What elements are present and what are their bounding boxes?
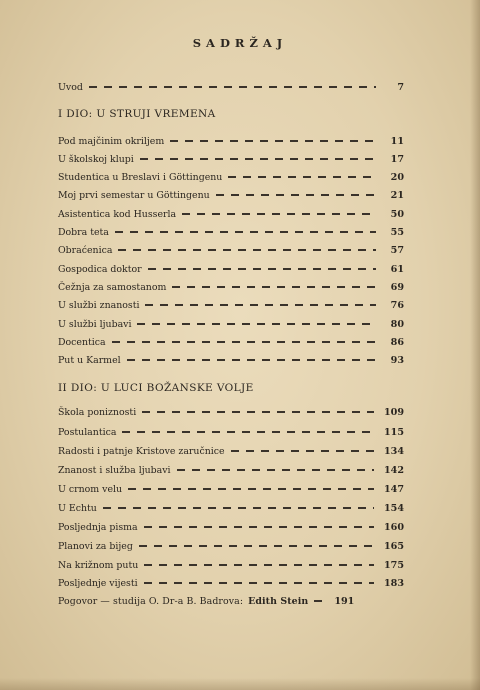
entry-page: 154	[383, 502, 404, 514]
entry-page: 80	[390, 318, 404, 330]
dot-leader	[172, 286, 376, 287]
entry-page: 57	[390, 244, 404, 256]
entry-page: 61	[390, 263, 404, 275]
dot-leader	[115, 231, 376, 232]
entry-page: 76	[390, 299, 404, 311]
dot-leader	[122, 431, 374, 432]
dot-leader	[182, 213, 376, 214]
entry-title: Na križnom putu	[58, 559, 139, 571]
dot-leader	[144, 526, 374, 527]
part-two-title: II DIO: U LUCI BOŽANSKE VOLJE	[58, 382, 254, 394]
toc-entry	[58, 425, 404, 439]
dot-leader	[127, 359, 376, 360]
entry-page: 183	[383, 577, 404, 589]
entry-title: Docentica	[58, 336, 106, 348]
dot-leader	[314, 600, 326, 601]
toc-entry	[58, 225, 404, 239]
toc-entry	[58, 539, 404, 553]
toc-entry	[58, 520, 404, 534]
toc-entry	[58, 463, 404, 477]
entry-title: Studentica u Breslavi i Göttingenu	[58, 171, 223, 183]
toc-entry	[58, 207, 404, 221]
toc-entry	[58, 188, 404, 202]
entry-page: 191	[334, 595, 355, 607]
dot-leader	[103, 507, 374, 508]
afterword-title: Pogovor — studija O. Dr-a B. Badrova:	[58, 595, 244, 607]
entry-page: 175	[383, 559, 404, 571]
entry-title: Put u Karmel	[58, 354, 121, 366]
dot-leader	[89, 86, 376, 87]
toc-entry	[58, 353, 404, 367]
entry-title: U crnom velu	[58, 483, 123, 495]
toc-entry-intro	[58, 80, 404, 94]
toc-entry	[58, 501, 404, 515]
entry-page: 165	[383, 540, 404, 552]
dot-leader	[112, 341, 376, 342]
dot-leader	[228, 176, 376, 177]
entry-title: Gospodica doktor	[58, 263, 142, 275]
dot-leader	[140, 158, 376, 159]
dot-leader	[145, 304, 376, 305]
entry-title: Asistentica kod Husserla	[58, 208, 177, 220]
entry-title: U službi ljubavi	[58, 318, 132, 330]
entry-page: 109	[383, 406, 404, 418]
dot-leader	[128, 488, 374, 489]
entry-title: Pod majčinim okriljem	[58, 135, 165, 147]
toc-entry	[58, 444, 404, 458]
entry-page: 134	[383, 445, 404, 457]
entry-page: 20	[390, 171, 404, 183]
entry-page: 17	[390, 153, 404, 165]
entry-page: 69	[390, 281, 404, 293]
toc-entry	[58, 317, 404, 331]
page-bottom-shadow	[0, 678, 480, 690]
entry-title: Dobra teta	[58, 226, 109, 238]
entry-page: 50	[390, 208, 404, 220]
dot-leader	[144, 582, 374, 583]
dot-leader	[144, 564, 374, 565]
entry-title: Znanost i služba ljubavi	[58, 464, 171, 476]
entry-page: 11	[390, 135, 404, 147]
dot-leader	[118, 249, 376, 250]
dot-leader	[170, 140, 376, 141]
dot-leader	[177, 469, 374, 470]
toc-entry	[58, 243, 404, 257]
toc-entry	[58, 280, 404, 294]
toc-entry	[58, 152, 404, 166]
entry-title: Posljednja pisma	[58, 521, 138, 533]
entry-page: 7	[397, 81, 404, 93]
toc-entry	[58, 558, 404, 572]
entry-title: U službi znanosti	[58, 299, 140, 311]
entry-title: Uvod	[58, 81, 83, 93]
entry-title: Postulantica	[58, 426, 117, 438]
toc-entry	[58, 335, 404, 349]
page-edge-shadow	[470, 0, 480, 690]
contents-heading: SADRŽAJ	[192, 36, 288, 50]
entry-title: Moj prvi semestar u Göttingenu	[58, 189, 210, 201]
entry-title: Čežnja za samostanom	[58, 281, 167, 293]
dot-leader	[216, 194, 376, 195]
entry-page: 142	[383, 464, 404, 476]
entry-page: 55	[390, 226, 404, 238]
entry-page: 160	[383, 521, 404, 533]
entry-page: 86	[390, 336, 404, 348]
toc-entry	[58, 298, 404, 312]
toc-entry	[58, 405, 404, 419]
toc-entry	[58, 134, 404, 148]
dot-leader	[137, 323, 376, 324]
toc-entry	[58, 262, 404, 276]
dot-leader	[148, 268, 376, 269]
entry-page: 147	[383, 483, 404, 495]
dot-leader	[231, 450, 374, 451]
entry-title: Posljednje vijesti	[58, 577, 138, 589]
entry-title: U Echtu	[58, 502, 97, 514]
entry-title: Planovi za bijeg	[58, 540, 133, 552]
dot-leader	[142, 411, 374, 412]
entry-title: Radosti i patnje Kristove zaručnice	[58, 445, 225, 457]
entry-title: Škola poniznosti	[58, 406, 137, 418]
toc-entry	[58, 576, 404, 590]
entry-page: 93	[390, 354, 404, 366]
entry-title: Obraćenica	[58, 244, 113, 256]
dot-leader	[139, 545, 374, 546]
entry-page: 115	[383, 426, 404, 438]
afterword-author: Edith Stein	[248, 595, 309, 607]
entry-title: U školskoj klupi	[58, 153, 134, 165]
part-one-title: I DIO: U STRUJI VREMENA	[58, 108, 216, 120]
entry-page: 21	[390, 189, 404, 201]
toc-entry-afterword	[58, 594, 404, 608]
toc-entry	[58, 482, 404, 496]
toc-entry	[58, 170, 404, 184]
